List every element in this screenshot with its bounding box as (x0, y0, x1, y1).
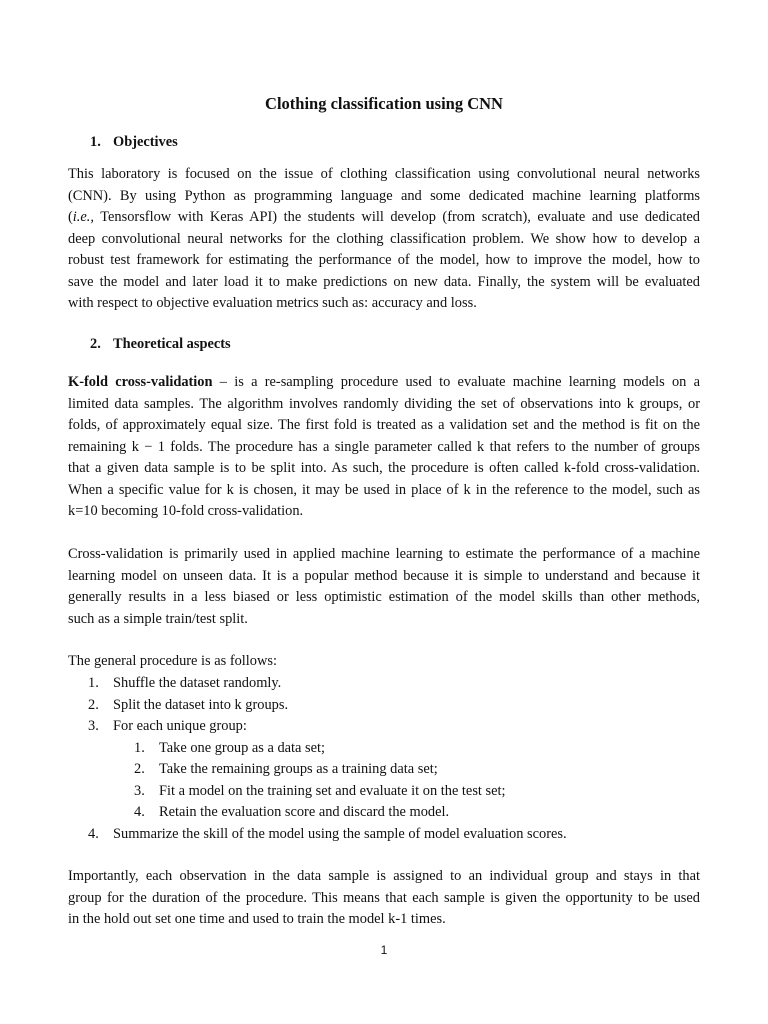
paragraph-line: learning model on unseen data. It is a popular method because it is simple to understand and because it (68, 567, 700, 584)
paragraph-line: with respect to objective evaluation metrics such as: accuracy and loss. (68, 295, 477, 311)
list-item: 3. For each unique group: 1. Take one group as a data set; 2. Take the remaining groups as a training data set; 3. Fit a model on the training set and evaluate it on the test set; 4. Retain the evaluation score and discard the model. (68, 716, 708, 824)
paragraph-line: Importantly, each observation in the data sample is assigned to an individual group and stays in that (68, 868, 700, 884)
paragraph-line: k=10 becoming 10-fold cross-validation. (68, 503, 304, 519)
list-item: 2. Split the dataset into k groups. (88, 696, 289, 713)
paragraph-line: in the hold out set one time and used to train the model k-1 times. (68, 911, 446, 927)
paragraph-line: Cross-validation is primarily used in applied machine learning to estimate the performance of a machine (68, 546, 700, 562)
list-item: 4. Retain the evaluation score and discard the model. (134, 804, 450, 820)
section-heading-objectives (90, 132, 178, 152)
list-item: 1. Shuffle the dataset randomly. (88, 675, 282, 691)
section-number: 2. (90, 336, 101, 352)
objectives-paragraph (68, 164, 700, 315)
cross-validation-paragraph (68, 544, 700, 630)
paragraph-line (68, 207, 700, 229)
paragraph-line: This laboratory is focused on the issue of clothing classification using convolutional neural networks (68, 166, 700, 182)
procedure-intro: The general procedure is as follows: (68, 653, 277, 669)
paragraph-line: remaining k − 1 folds. The procedure has a single parameter called k that refers to the number of groups (68, 438, 700, 455)
paragraph-line: limited data samples. The algorithm involves randomly dividing the set of observations into k groups, or (68, 395, 700, 412)
paragraph-line (68, 372, 700, 394)
paragraph-line: folds, of approximately equal size. The first fold is treated as a validation set and the method is fit on the (68, 417, 700, 433)
paragraph-line-text: – is a re-sampling procedure used to evaluate machine learning models on a (219, 374, 700, 390)
list-item: 1. Take one group as a data set; (134, 739, 326, 756)
list-item: 4. Summarize the skill of the model using the sample of model evaluation scores. (88, 825, 567, 842)
section-title: Theoretical aspects (113, 336, 231, 352)
section-number: 1. (90, 134, 101, 150)
section-title: Objectives (113, 134, 178, 150)
section-heading-theory (90, 334, 231, 354)
italic-abbreviation: i.e., (72, 209, 94, 225)
paragraph-line: When a specific value for k is chosen, it may be used in place of k in the reference to the model, such as (68, 481, 700, 498)
kfold-paragraph (68, 372, 700, 523)
paragraph-line: generally results in a less biased or less optimistic estimation of the model skills than other methods, (68, 589, 700, 605)
procedure-steps (68, 673, 708, 845)
document-title: Clothing classification using CNN (265, 94, 503, 113)
paragraph-line-text: (i.e., Tensorsflow with Keras API) the students will develop (from scratch), evaluate and use dedicated (68, 209, 700, 225)
closing-paragraph (68, 866, 700, 931)
paragraph-line: save the model and later load it to make predictions on new data. Finally, the system will be evaluated (68, 273, 700, 290)
paragraph-line: group for the duration of the procedure. This means that each sample is given the opportunity to be used (68, 889, 700, 906)
kfold-term: K-fold cross-validation (68, 374, 213, 390)
procedure-substeps (68, 738, 708, 824)
paragraph-line: (CNN). By using Python as programming language and some dedicated machine learning platforms (68, 187, 700, 204)
paragraph-line: such as a simple train/test split. (68, 610, 248, 627)
paragraph-line: robust test framework for estimating the performance of the model, how to improve the model, how to (68, 252, 700, 268)
list-item: 3. Fit a model on the training set and evaluate it on the test set; (134, 782, 506, 799)
page-number: 1 (380, 943, 388, 957)
list-item: 2. Take the remaining groups as a training data set; (134, 761, 438, 777)
paragraph-line: that a given data sample is to be split into. As such, the procedure is often called k-fold cross-validation. (68, 460, 700, 476)
paragraph-line: deep convolutional neural networks for the clothing classification problem. We show how to develop a (68, 230, 700, 247)
